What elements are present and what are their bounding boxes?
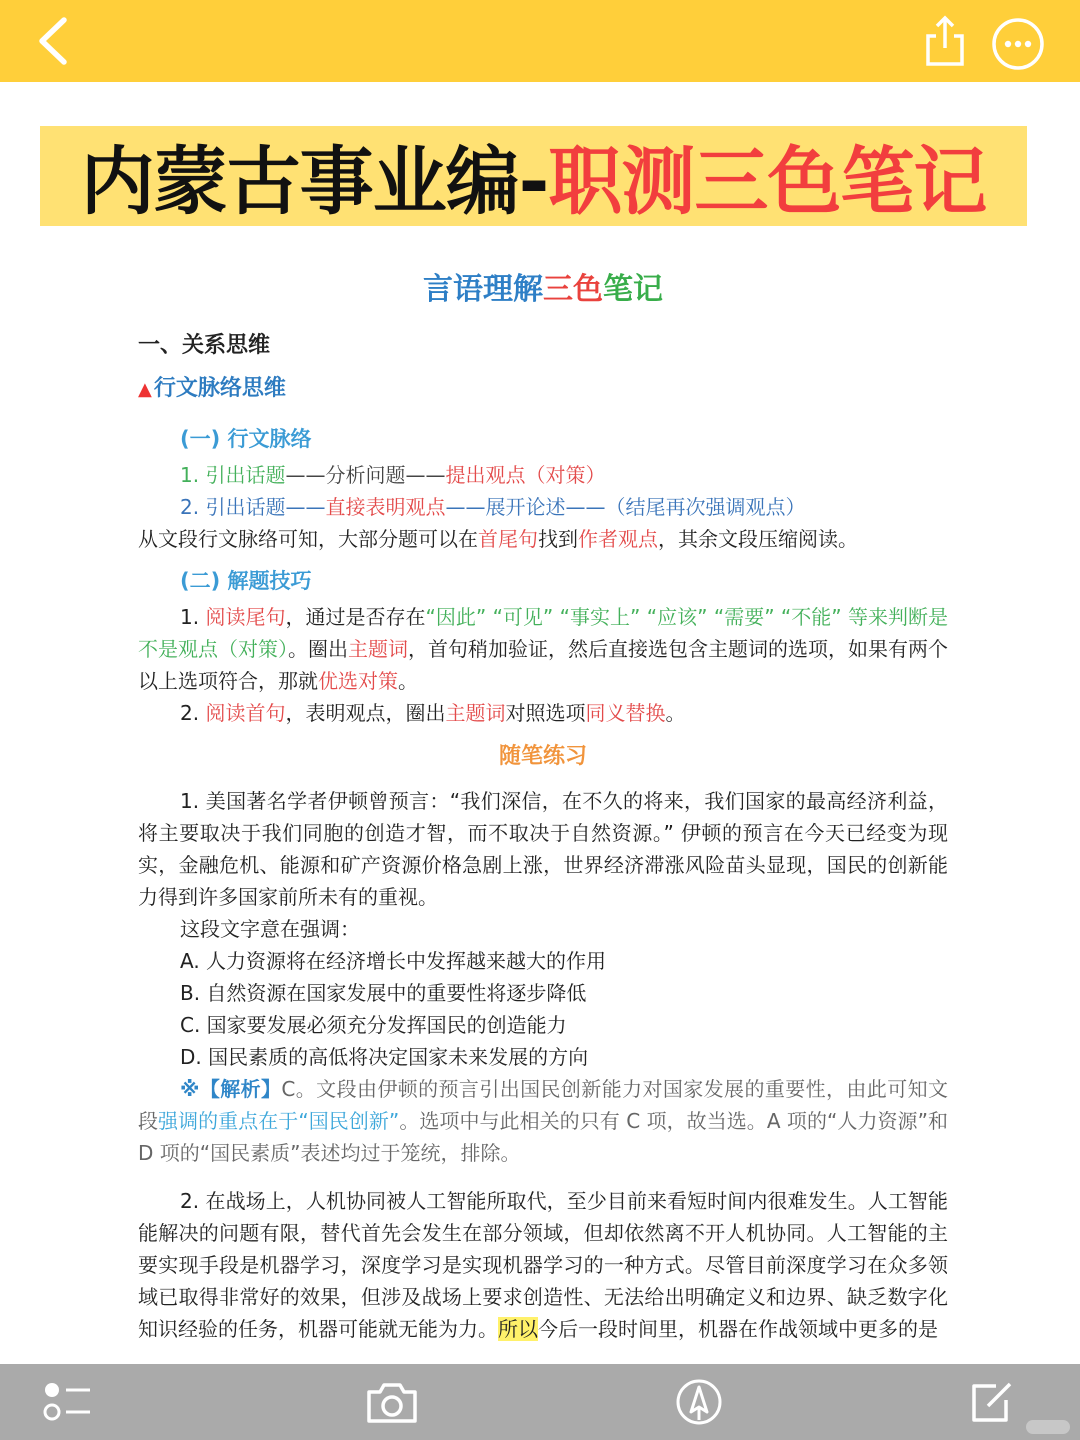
triangle-icon: ▲ [138, 379, 152, 400]
back-icon[interactable] [28, 14, 78, 68]
highlighted-text: 所以 [498, 1317, 538, 1341]
tip-paragraph-1: 1. 阅读尾句，通过是否存在“因此” “可见” “事实上” “应该” “需要” “不能” 等来判断是不是观点（对策）。圈出主题词，首句稍加验证，然后直接选包含主题词的选项，如果有两个以上选项符合，那就优选对策。 [138, 605, 949, 693]
tip-paragraph-2: 2. 阅读首句，表明观点，圈出主题词对照选项同义替换。 [180, 701, 686, 725]
text-line: 2. 引出话题——直接表明观点——展开论述——（结尾再次强调观点） [180, 495, 806, 519]
top-toolbar [0, 0, 1080, 82]
banner-title-part2: 职测三色笔记 [548, 139, 987, 225]
section-heading: 一、关系思维 [138, 333, 271, 358]
question-2-stem: 2. 在战场上，人机协同被人工智能所取代，至少目前来看短时间内很难发生。人工智能能解决的问题有限，替代首先会发生在部分领域，但却依然离不开人机协同。人工智能的主要实现手段是机器学习，深度学习是实现机器学习的一种方式。尽管目前深度学习在众多领域已取得非常好的效果，但涉及战场上要求创造性、无法给出明确定义和边界、缺乏数字化知识经验的任务，机器可能就无能为力。所以今后一段时间里，机器在作战领域中更多的是 [138, 1189, 948, 1341]
question-1-analysis: ※【解析】C。文段由伊顿的预言引出国民创新能力对国家发展的重要性，由此可知文段强调的重点在于“国民创新”。选项中与此相关的只有 C 项，故当选。A 项的“人力资源”和 D 项的“国民素质”表述均过于笼统，排除。 [138, 1077, 948, 1165]
option-a: A. 人力资源将在经济增长中发挥越来越大的作用 [180, 949, 607, 973]
banner-title-part1: 内蒙古事业编- [80, 139, 549, 225]
part-heading-2: (二) 解题技巧 [180, 569, 312, 593]
question-1-prompt: 这段文字意在强调： [180, 917, 360, 941]
list-icon[interactable] [40, 1378, 94, 1426]
question-1-stem: 1. 美国著名学者伊顿曾预言：“我们深信，在不久的将来，我们国家的最高经济利益，将主要取决于我们同胞的创造才智，而不取决于自然资源。” 伊顿的预言在今天已经变为现实，金融危机、能源和矿产资源价格急剧上涨，世界经济滞涨风险苗头显现，国民的创新能力得到许多国家前所未有的重视。 [138, 789, 948, 909]
option-d: D. 国民素质的高低将决定国家未来发展的方向 [180, 1045, 589, 1069]
bottom-toolbar [0, 1364, 1080, 1440]
option-b: B. 自然资源在国家发展中的重要性将逐步降低 [180, 981, 587, 1005]
practice-heading: 随笔练习 [498, 744, 587, 769]
more-icon[interactable] [990, 16, 1046, 72]
part-heading-1: (一) 行文脉络 [180, 427, 312, 451]
edit-icon[interactable] [968, 1378, 1016, 1426]
share-icon[interactable] [918, 12, 972, 70]
doc-title: 言语理解三色笔记 [423, 272, 663, 307]
camera-icon[interactable] [364, 1378, 420, 1426]
text-line: 1. 引出话题——分析问题——提出观点（对策） [180, 463, 606, 487]
text-line: 从文段行文脉络可知，大部分题可以在首尾句找到作者观点，其余文段压缩阅读。 [138, 527, 858, 551]
pen-icon[interactable] [674, 1378, 724, 1426]
watermark-decoration [1026, 1420, 1070, 1434]
note-banner-title [40, 126, 1027, 226]
subsection-heading: ▲行文脉络思维 [138, 376, 286, 401]
document-content [138, 262, 948, 1345]
option-c: C. 国家要发展必须充分发挥国民的创造能力 [180, 1013, 567, 1037]
